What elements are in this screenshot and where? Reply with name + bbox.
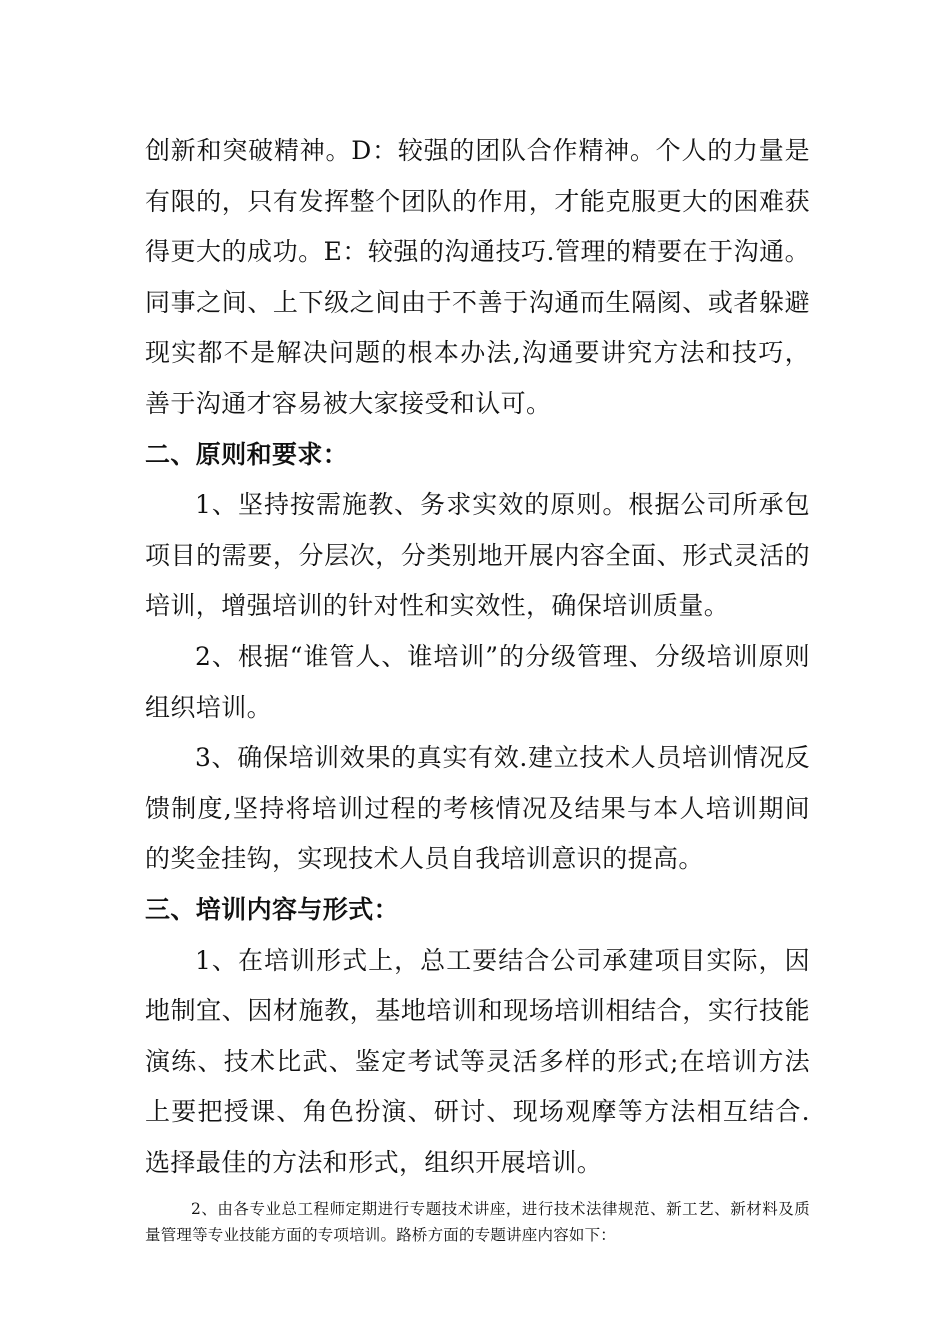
section-heading-content-form: 三、培训内容与形式： — [145, 894, 400, 924]
document-page — [145, 126, 810, 1248]
section-heading-principles: 二、原则和要求： — [145, 439, 349, 469]
principle-item-2: 2、根据“谁管人、谁培训”的分级管理、分级培训原则组织培训。 — [145, 641, 810, 722]
principle-item-1: 1、坚持按需施教、务求实效的原则。根据公司所承包项目的需要，分层次，分类别地开展内容全面、形式灵活的培训，增强培训的针对性和实效性，确保培训质量。 — [145, 490, 810, 621]
principle-item-3: 3、确保培训效果的真实有效.建立技术人员培训情况反馈制度,坚持将培训过程的考核情况及结果与本人培训期间的奖金挂钩，实现技术人员自我培训意识的提高。 — [145, 743, 810, 874]
content-item-2: 2、由各专业总工程师定期进行专题技术讲座，进行技术法律规范、新工艺、新材料及质量管理等专业技能方面的专项培训。路桥方面的专题讲座内容如下： — [145, 1200, 810, 1245]
intro-paragraph: 创新和突破精神。D：较强的团队合作精神。个人的力量是有限的，只有发挥整个团队的作用，才能克服更大的困难获得更大的成功。E：较强的沟通技巧.管理的精要在于沟通。同事之间、上下级之间由于不善于沟通而生隔阂、或者躲避现实都不是解决问题的根本办法,沟通要讲究方法和技巧，善于沟通才容易被大家接受和认可。 — [145, 136, 810, 418]
content-item-1: 1、在培训形式上，总工要结合公司承建项目实际，因地制宜、因材施教，基地培训和现场培训相结合，实行技能演练、技术比武、鉴定考试等灵活多样的形式;在培训方法上要把授课、角色扮演、研讨、现场观摩等方法相互结合.选择最佳的方法和形式，组织开展培训。 — [145, 945, 810, 1177]
